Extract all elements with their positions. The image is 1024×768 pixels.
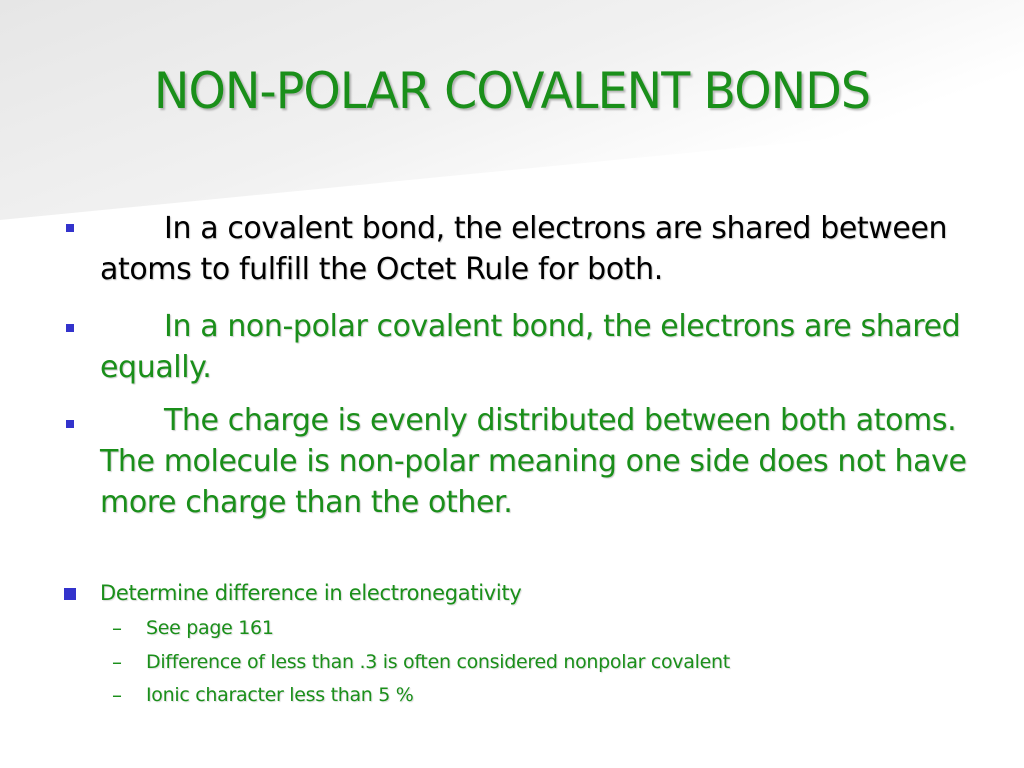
sub-bullet-text-2: Difference of less than .3 is often considered nonpolar covalent [146, 651, 730, 673]
bullet-text-2: In a non-polar covalent bond, the electrons are shared equally. [100, 309, 961, 385]
bullet-marker-4 [64, 588, 76, 600]
sub-bullet-dash-2: – [112, 650, 122, 674]
bullet-marker-3 [66, 420, 74, 428]
sub-bullet-text-3: Ionic character less than 5 % [146, 684, 414, 706]
sub-bullet-dash-1: – [112, 616, 122, 640]
bullet-text-4: Determine difference in electronegativity [100, 581, 522, 605]
sub-bullet-text-1: See page 161 [146, 617, 274, 639]
slide-title: NON-POLAR COVALENT BONDS [153, 62, 871, 120]
bullet-marker-1 [66, 224, 74, 232]
bullet-text-1: In a covalent bond, the electrons are shared between atoms to fulfill the Octet Rule for both. [100, 211, 948, 287]
sub-bullet-dash-3: – [112, 683, 122, 707]
bullet-text-3: The charge is evenly distributed between both atoms. The molecule is non-polar meaning one side does not have more charge than the other. [100, 403, 967, 520]
bullet-marker-2 [66, 324, 74, 332]
